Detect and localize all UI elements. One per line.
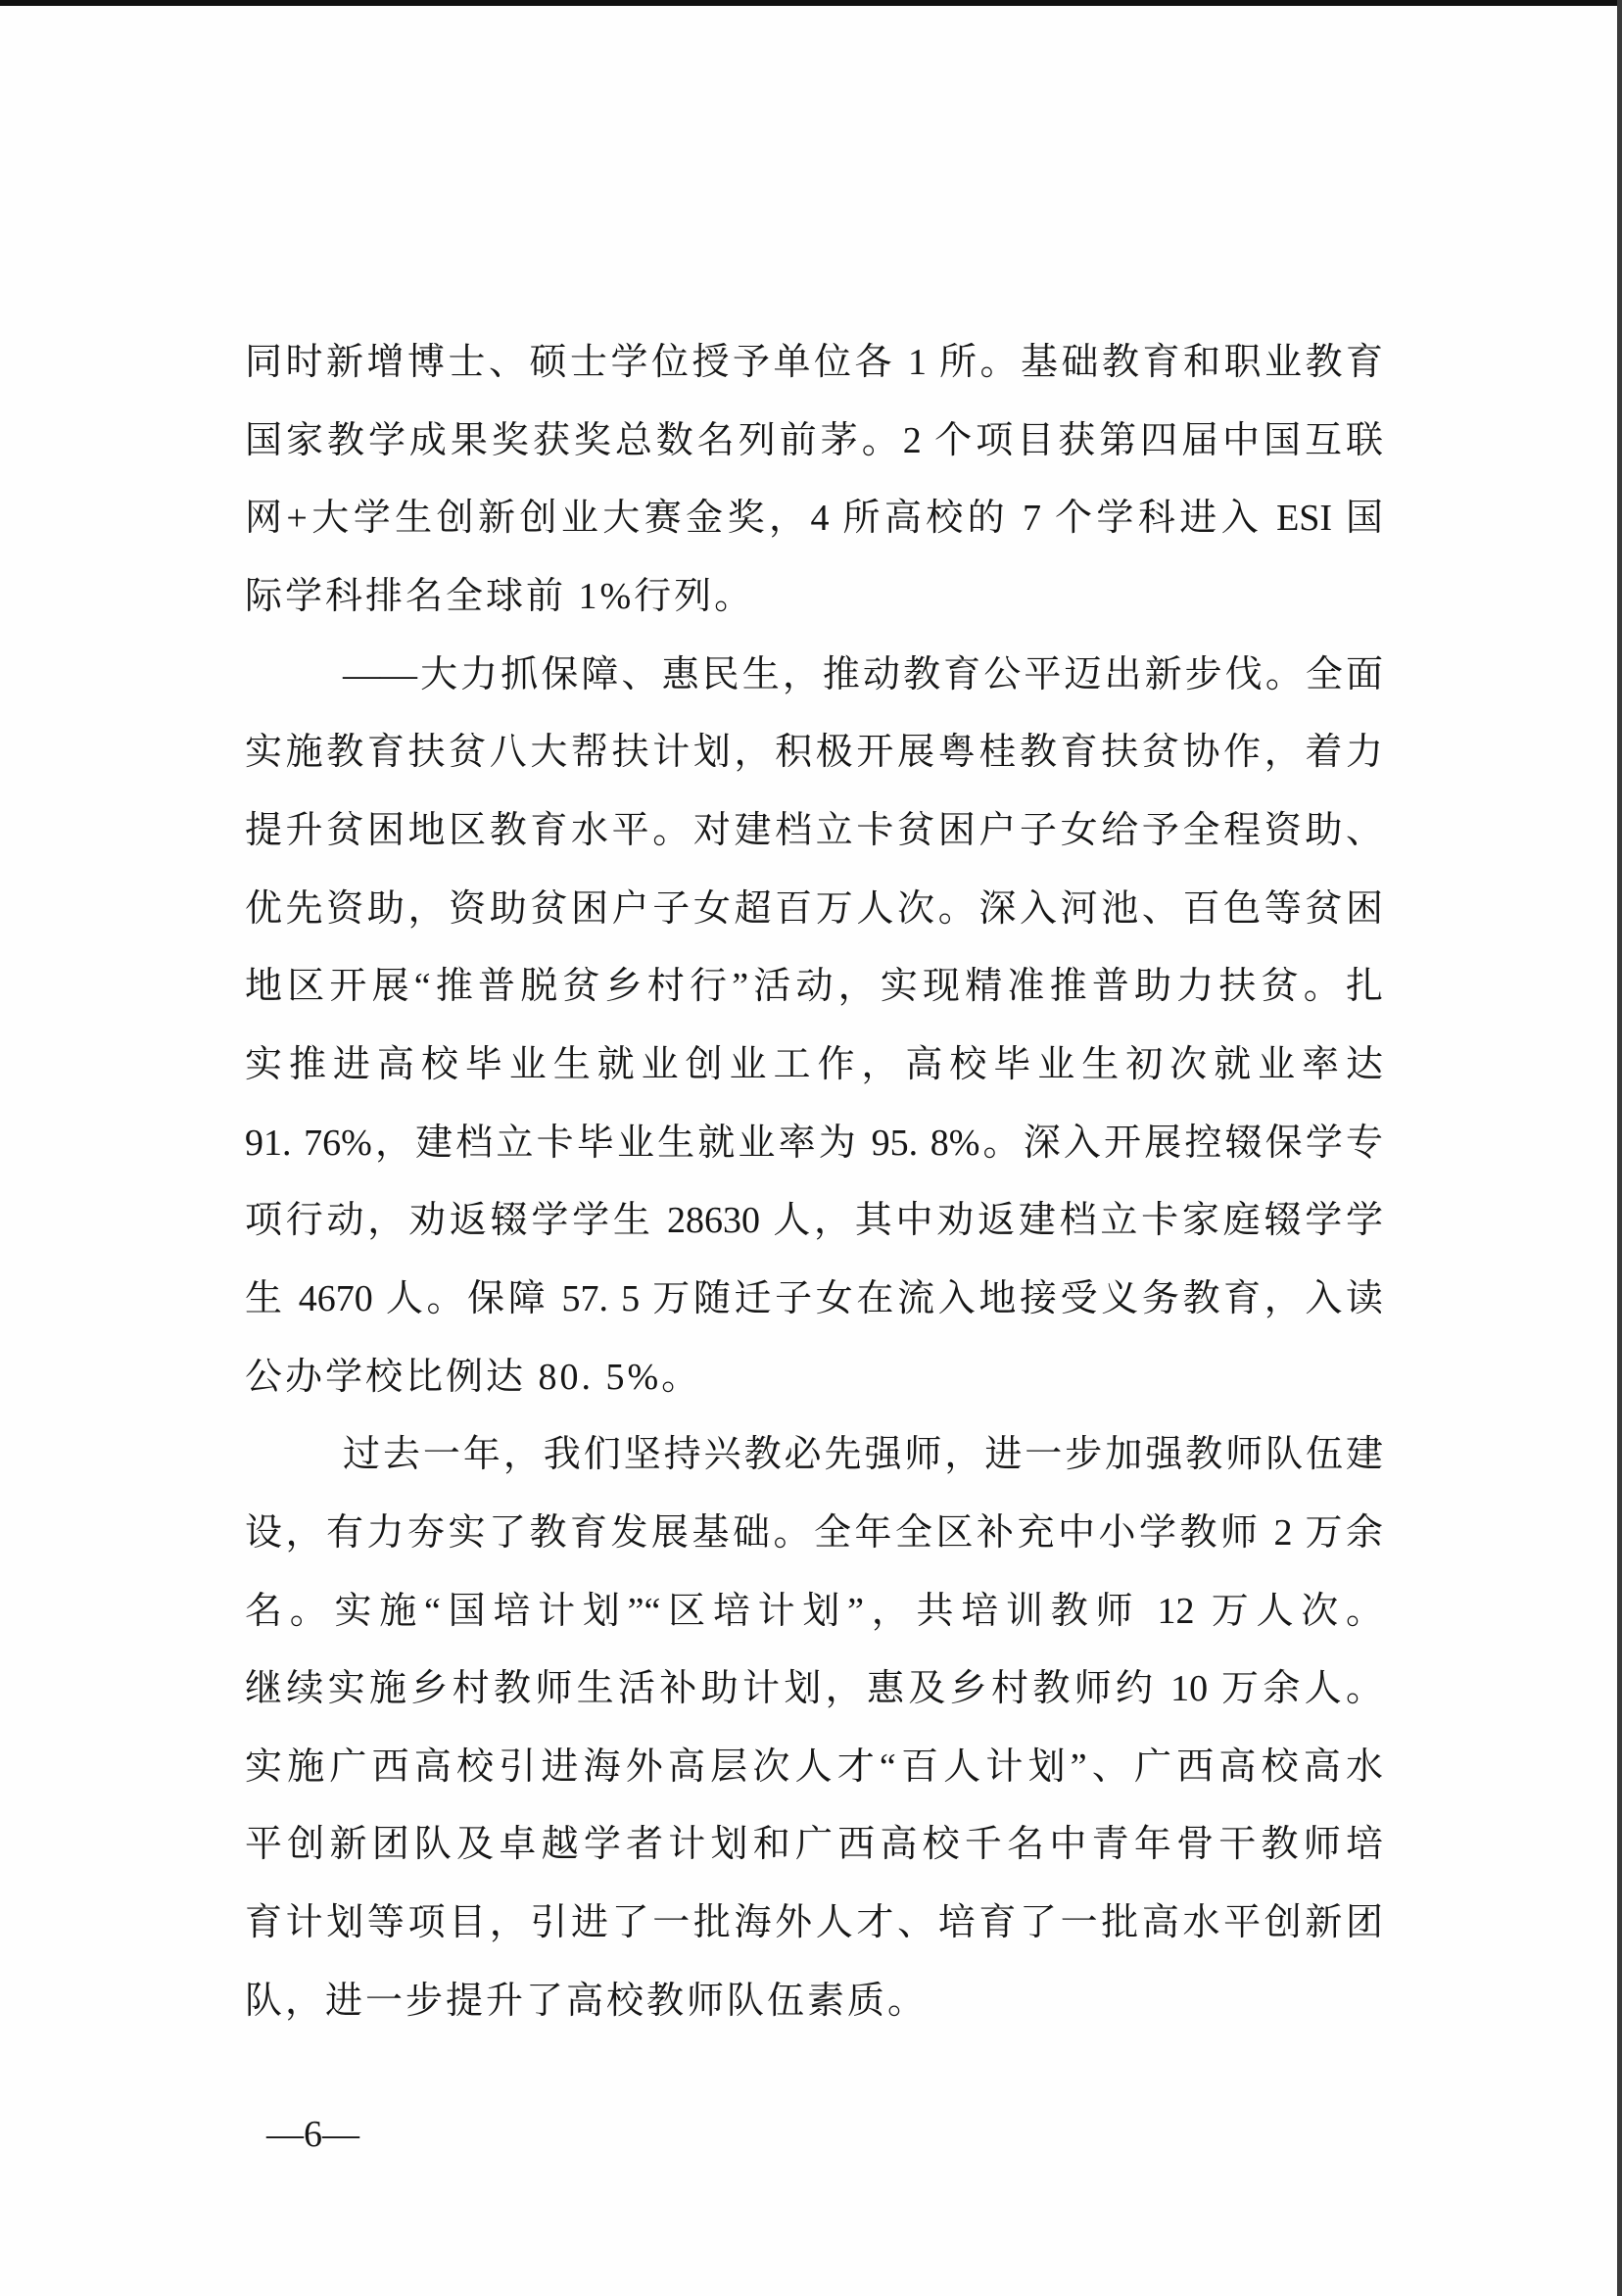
text-line: 同时新增博士、硕士学位授予单位各 1 所。基础教育和职业教育 (245, 342, 1383, 383)
text-line: 公办学校比例达 80. 5%。 (245, 1356, 702, 1398)
text-line: 平创新团队及卓越学者计划和广西高校千名中青年骨干教师培 (245, 1824, 1383, 1866)
text-line: 育计划等项目，引进了一批海外人才、培育了一批高水平创新团 (245, 1902, 1383, 1944)
text-line: 91. 76%，建档立卡毕业生就业率为 95. 8%。深入开展控辍保学专 (245, 1122, 1383, 1164)
text-line: 继续实施乡村教师生活补助计划，惠及乡村教师约 10 万余人。 (245, 1668, 1383, 1710)
page-number: —6— (266, 2114, 359, 2155)
text-line: 实施广西高校引进海外高层次人才“百人计划”、广西高校高水 (245, 1746, 1383, 1788)
paragraph-welfare (245, 637, 1383, 1417)
text-line: 名。实施“国培计划”“区培计划”，共培训教师 12 万人次。 (245, 1590, 1383, 1632)
paragraph-continuation (245, 324, 1383, 637)
text-line: 地区开展“推普脱贫乡村行”活动，实现精准推普助力扶贫。扎 (245, 966, 1383, 1008)
text-line: 国家教学成果奖获奖总数名列前茅。2 个项目获第四届中国互联 (245, 419, 1383, 461)
text-line: 实施教育扶贫八大帮扶计划，积极开展粤桂教育扶贫协作，着力 (245, 732, 1383, 774)
scan-edge-right (1617, 0, 1622, 2296)
text-line: 项行动，劝返辍学学生 28630 人，其中劝返建档立卡家庭辍学学 (245, 1200, 1383, 1242)
text-line: 过去一年，我们坚持兴教必先强师，进一步加强教师队伍建 (343, 1434, 1383, 1476)
text-line: 际学科排名全球前 1%行列。 (245, 575, 755, 617)
body-text (245, 324, 1383, 2040)
scan-edge-top (0, 0, 1622, 6)
text-line: 网+大学生创新创业大赛金奖，4 所高校的 7 个学科进入 ESI 国 (245, 498, 1383, 540)
text-line: 生 4670 人。保障 57. 5 万随迁子女在流入地接受义务教育，入读 (245, 1277, 1383, 1319)
text-line: 队，进一步提升了高校教师队伍素质。 (245, 1980, 929, 2022)
paragraph-teachers (245, 1416, 1383, 2040)
text-line: ——大力抓保障、惠民生，推动教育公平迈出新步伐。全面 (343, 653, 1383, 695)
text-line: 实推进高校毕业生就业创业工作，高校毕业生初次就业率达 (245, 1043, 1383, 1085)
text-line: 提升贫困地区教育水平。对建档立卡贫困户子女给予全程资助、 (245, 809, 1383, 851)
text-line: 优先资助，资助贫困户子女超百万人次。深入河池、百色等贫困 (245, 887, 1383, 930)
text-line: 设，有力夯实了教育发展基础。全年全区补充中小学教师 2 万余 (245, 1511, 1383, 1554)
